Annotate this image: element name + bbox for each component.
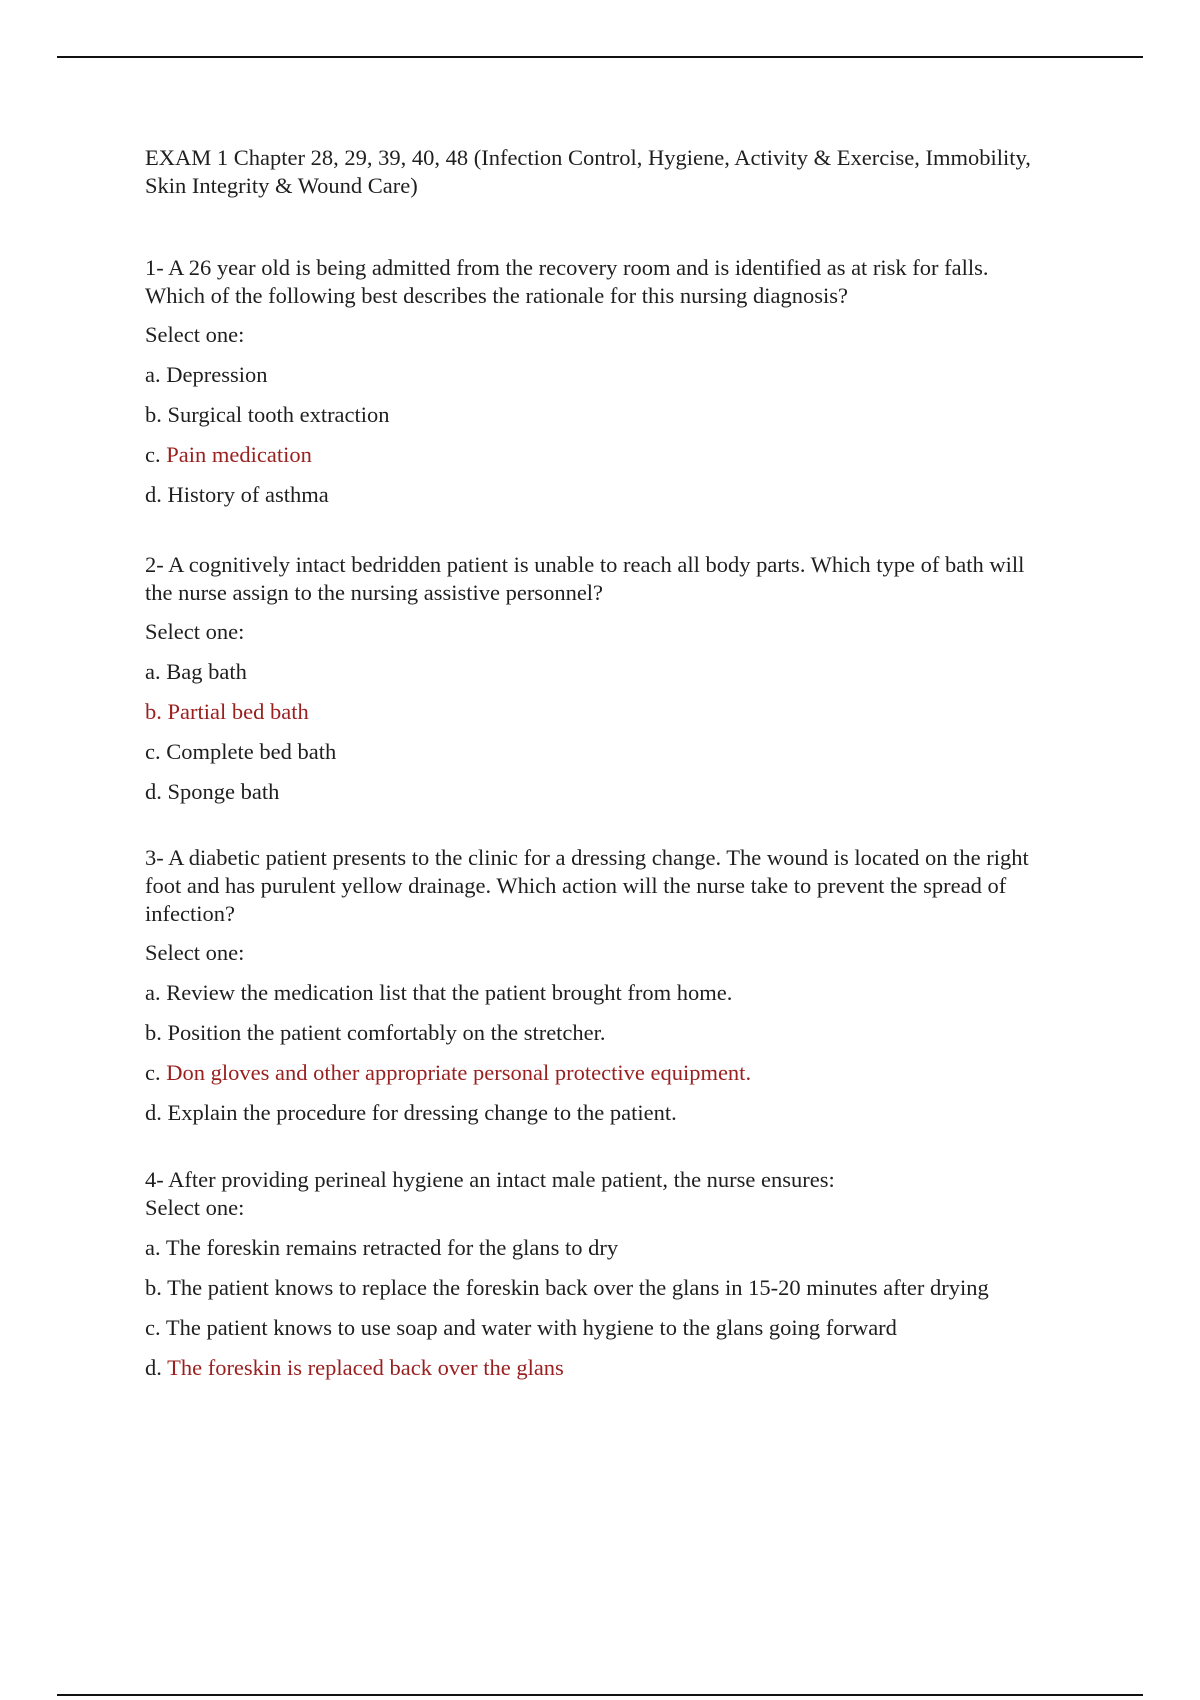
option-prefix: a. xyxy=(145,980,167,1005)
page-content xyxy=(145,144,1035,1380)
select-one-label: Select one: xyxy=(145,322,245,347)
option-b[interactable] xyxy=(145,401,1035,429)
question-stem: 3- A diabetic patient presents to the clinic for a dressing change. The wound is located on the right foot and has purulent yellow drainage. Which action will the nurse take to prevent the spread of infection? xyxy=(145,845,1029,926)
question-2 xyxy=(145,551,1035,806)
option-a[interactable] xyxy=(145,658,1035,686)
option-text: The patient knows to use soap and water with hygiene to the glans going forward xyxy=(165,1315,897,1340)
option-prefix: d. xyxy=(145,1355,168,1380)
option-text: The foreskin remains retracted for the glans to dry xyxy=(165,1235,619,1260)
option-text: The patient knows to replace the foreskin back over the glans in 15-20 minutes after drying xyxy=(167,1275,989,1300)
option-prefix: c. xyxy=(145,1315,166,1340)
option-c[interactable] xyxy=(145,1314,1035,1342)
option-a[interactable] xyxy=(145,361,1035,389)
option-d[interactable] xyxy=(145,1099,1035,1127)
option-prefix: c. xyxy=(145,442,167,467)
bottom-rule xyxy=(57,1694,1143,1696)
option-prefix: b. xyxy=(145,1020,168,1045)
option-text: Complete bed bath xyxy=(166,739,337,764)
option-list xyxy=(145,1234,1035,1382)
option-d[interactable] xyxy=(145,778,1035,806)
exam-title: EXAM 1 Chapter 28, 29, 39, 40, 48 (Infection Control, Hygiene, Activity & Exercise, Immobility, Skin Integrity & Wound Care) xyxy=(145,145,1031,198)
option-c-correct[interactable] xyxy=(145,1059,1035,1087)
correct-answer-text: Don gloves and other appropriate personal protective equipment. xyxy=(166,1060,752,1085)
option-prefix: a. xyxy=(145,1235,166,1260)
option-c-correct[interactable] xyxy=(145,441,1035,469)
option-list xyxy=(145,658,1035,806)
option-text: Review the medication list that the patient brought from home. xyxy=(166,980,733,1005)
option-prefix: a. xyxy=(145,659,167,684)
question-3 xyxy=(145,844,1035,1127)
top-rule xyxy=(57,56,1143,58)
correct-answer-text: Partial bed bath xyxy=(167,699,309,724)
option-d-correct[interactable] xyxy=(145,1354,1035,1382)
correct-answer-text: Pain medication xyxy=(166,442,312,467)
option-prefix: d. xyxy=(145,779,168,804)
option-prefix: a. xyxy=(145,362,167,387)
option-a[interactable] xyxy=(145,979,1035,1007)
option-b[interactable] xyxy=(145,1274,1035,1302)
option-prefix: c. xyxy=(145,739,167,764)
select-one-label: Select one: xyxy=(145,940,245,965)
option-text: Explain the procedure for dressing change to the patient. xyxy=(167,1100,677,1125)
option-a[interactable] xyxy=(145,1234,1035,1262)
option-text: Bag bath xyxy=(166,659,247,684)
correct-answer-text: The foreskin is replaced back over the glans xyxy=(167,1355,564,1380)
option-text: Position the patient comfortably on the stretcher. xyxy=(167,1020,606,1045)
option-prefix: d. xyxy=(145,482,168,507)
select-one-label: Select one: xyxy=(145,1195,245,1220)
option-text: History of asthma xyxy=(167,482,329,507)
select-one-label: Select one: xyxy=(145,619,245,644)
option-list xyxy=(145,979,1035,1127)
option-prefix: b. xyxy=(145,402,168,427)
option-text: Surgical tooth extraction xyxy=(167,402,390,427)
option-list xyxy=(145,361,1035,509)
question-stem: 1- A 26 year old is being admitted from the recovery room and is identified as at risk for falls. Which of the following best describes the rationale for this nursing diagnosis? xyxy=(145,255,989,308)
option-prefix: b. xyxy=(145,1275,168,1300)
option-b-correct[interactable] xyxy=(145,698,1035,726)
option-text: Sponge bath xyxy=(167,779,280,804)
option-prefix: c. xyxy=(145,1060,167,1085)
option-prefix: b. xyxy=(145,699,168,724)
question-4 xyxy=(145,1166,1035,1382)
question-stem: 2- A cognitively intact bedridden patient is unable to reach all body parts. Which type of bath will the nurse assign to the nursing assistive personnel? xyxy=(145,552,1025,605)
option-prefix: d. xyxy=(145,1100,168,1125)
option-text: Depression xyxy=(166,362,268,387)
option-b[interactable] xyxy=(145,1019,1035,1047)
option-c[interactable] xyxy=(145,738,1035,766)
question-1 xyxy=(145,254,1035,509)
question-stem: 4- After providing perineal hygiene an intact male patient, the nurse ensures: xyxy=(145,1167,835,1192)
option-d[interactable] xyxy=(145,481,1035,509)
